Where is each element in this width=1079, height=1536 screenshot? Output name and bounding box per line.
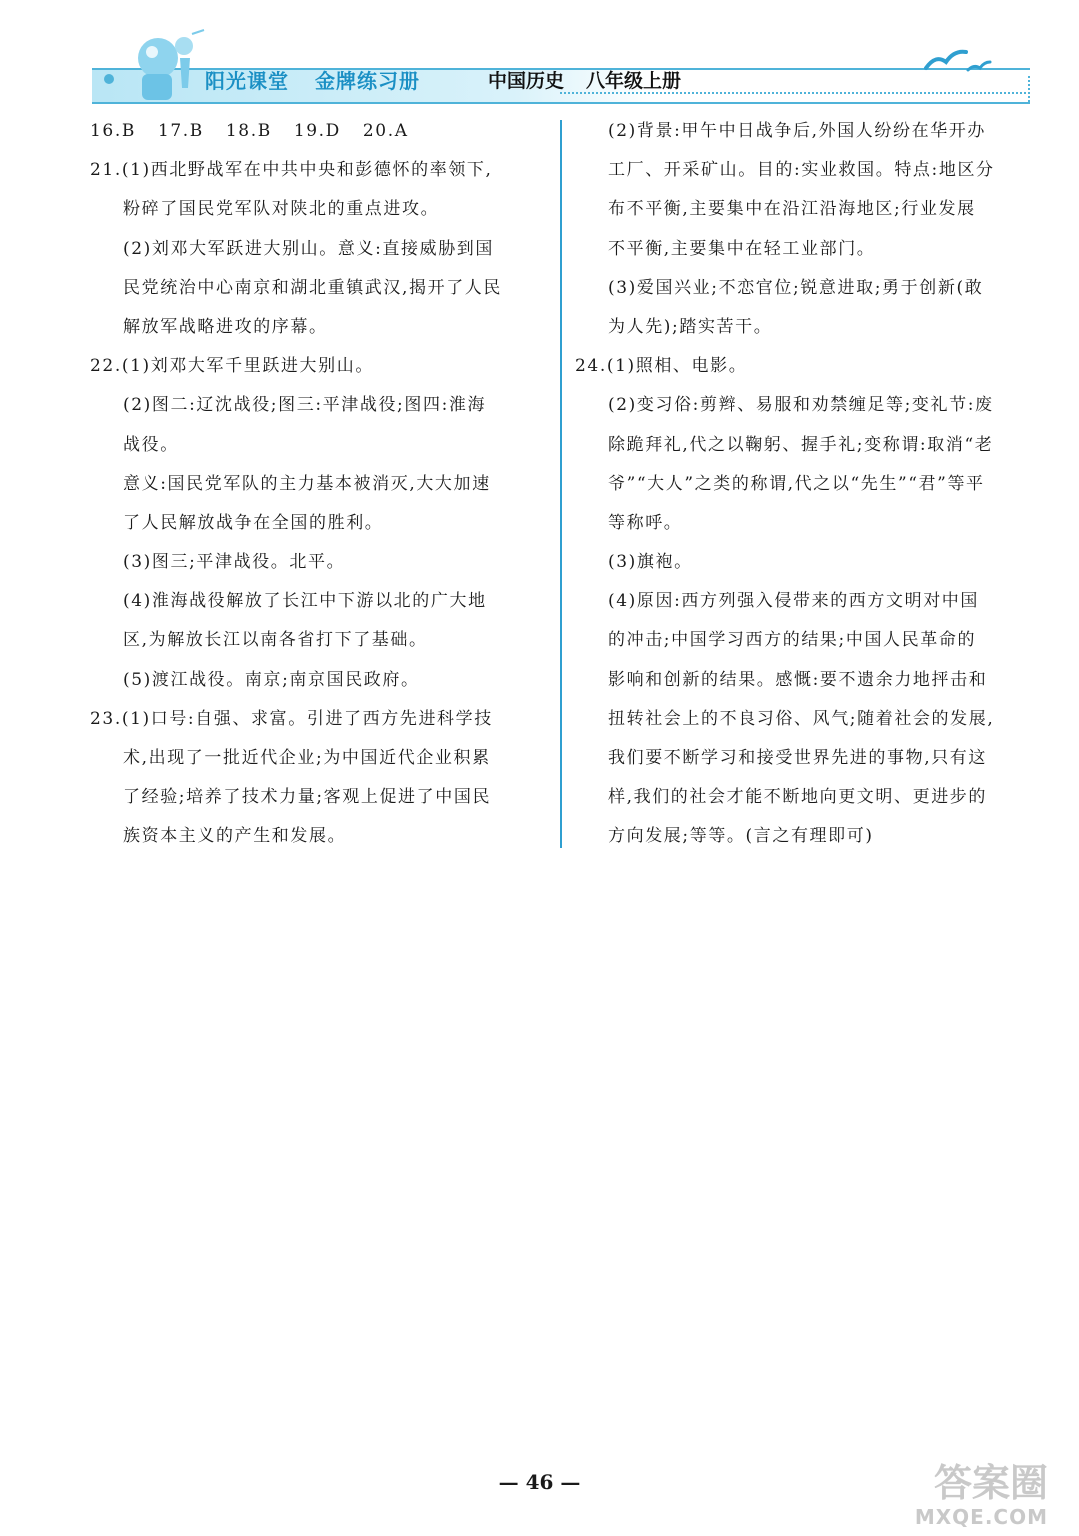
answer-line: 解放军战略进攻的序幕。	[123, 316, 328, 337]
answer-line: 族资本主义的产生和发展。	[123, 826, 347, 847]
answer-line: (3)爱国兴业;不恋官位;锐意进取;勇于创新(敢	[608, 277, 984, 298]
answer-line: (2)变习俗:剪辫、易服和劝禁缠足等;变礼节:废	[608, 395, 994, 416]
answer-line: 影响和创新的结果。感慨:要不遗余力地抨击和	[608, 669, 988, 690]
answer-line: 术,出现了一批近代企业;为中国近代企业积累	[123, 748, 491, 768]
answer-line: 为人先);踏实苦干。	[608, 316, 773, 337]
answer-line: 等称呼。	[608, 512, 683, 533]
mascot-illustration	[120, 28, 210, 104]
answer-line: 样,我们的社会才能不断地向更文明、更进步的	[608, 787, 988, 808]
answer-line: 爷”“大人”之类的称谓,代之以“先生”“君”等平	[608, 473, 985, 494]
column-divider	[560, 120, 562, 848]
choice-answer: 20.A	[362, 121, 409, 141]
answer-line: 方向发展;等等。(言之有理即可)	[608, 826, 874, 847]
choice-answer: 18.B	[225, 121, 272, 141]
answer-line: 意义:国民党军队的主力基本被消灭,大大加速	[123, 473, 491, 494]
answer-line: 不平衡,主要集中在轻工业部门。	[608, 238, 876, 259]
brand-series: 金牌练习册	[315, 69, 420, 93]
answer-line: (4)原因:西方列强入侵带来的西方文明对中国	[608, 591, 980, 612]
brand-title	[205, 64, 420, 98]
watermark-logo	[898, 1460, 1048, 1530]
choice-answer: 16.B	[90, 121, 136, 141]
answer-line: 21.(1)西北野战军在中共中央和彭德怀的率领下,	[90, 160, 493, 181]
answer-line: 的冲击;中国学习西方的结果;中国人民革命的	[608, 630, 977, 651]
answer-line: 23.(1)口号:自强、求富。引进了西方先进科学技	[90, 708, 493, 729]
answer-line: 24.(1)照相、电影。	[575, 356, 748, 377]
answer-line: (2)刘邓大军跃进大别山。意义:直接威胁到国	[123, 238, 495, 259]
answer-line: (3)图三;平津战役。北平。	[123, 552, 346, 573]
answer-line: 区,为解放长江以南各省打下了基础。	[123, 630, 428, 651]
answer-line: 工厂、开采矿山。目的:实业救国。特点:地区分	[608, 160, 995, 181]
brand-name: 阳光课堂	[205, 69, 289, 93]
subject-name: 中国历史	[488, 70, 565, 92]
answer-line: (4)淮海战役解放了长江中下游以北的广大地	[123, 591, 487, 612]
page-number: — 46 —	[498, 1470, 581, 1494]
header-dot	[104, 74, 114, 84]
answer-line: 战役。	[123, 434, 179, 455]
left-column	[90, 112, 548, 857]
answer-line: (2)图二:辽沈战役;图三:平津战役;图四:淮海	[123, 395, 487, 416]
choice-answer: 17.B	[157, 121, 204, 141]
choice-answers	[90, 112, 548, 151]
subject-title	[488, 64, 681, 98]
grade-name: 八年级上册	[586, 70, 682, 92]
answer-line: (2)背景:甲午中日战争后,外国人纷纷在华开办	[608, 121, 987, 141]
answer-line: 除跪拜礼,代之以鞠躬、握手礼;变称谓:取消“老	[608, 434, 994, 455]
birds-icon	[922, 40, 992, 80]
answer-line: 扭转社会上的不良习俗、风气;随着社会的发展,	[608, 708, 995, 729]
choice-answer: 19.D	[293, 121, 341, 141]
watermark-url: MXQE.COM	[914, 1505, 1048, 1529]
answer-line: 了人民解放战争在全国的胜利。	[123, 512, 384, 533]
answer-line: 民党统治中心南京和湖北重镇武汉,揭开了人民	[123, 277, 503, 298]
answer-line: (5)渡江战役。南京;南京国民政府。	[123, 669, 420, 690]
answer-line: 22.(1)刘邓大军千里跃进大别山。	[90, 356, 374, 377]
header-dotted-cap	[1024, 76, 1030, 102]
right-column	[575, 112, 1030, 857]
answer-line: (3)旗袍。	[608, 552, 693, 573]
answer-line: 粉碎了国民党军队对陕北的重点进攻。	[123, 199, 440, 220]
answer-line: 布不平衡,主要集中在沿江沿海地区;行业发展	[608, 199, 976, 220]
page-header	[0, 0, 1079, 110]
answer-line: 我们要不断学习和接受世界先进的事物,只有这	[608, 748, 988, 768]
answer-line: 了经验;培养了技术力量;客观上促进了中国民	[123, 787, 492, 808]
watermark-text: 答案圈	[933, 1461, 1048, 1505]
